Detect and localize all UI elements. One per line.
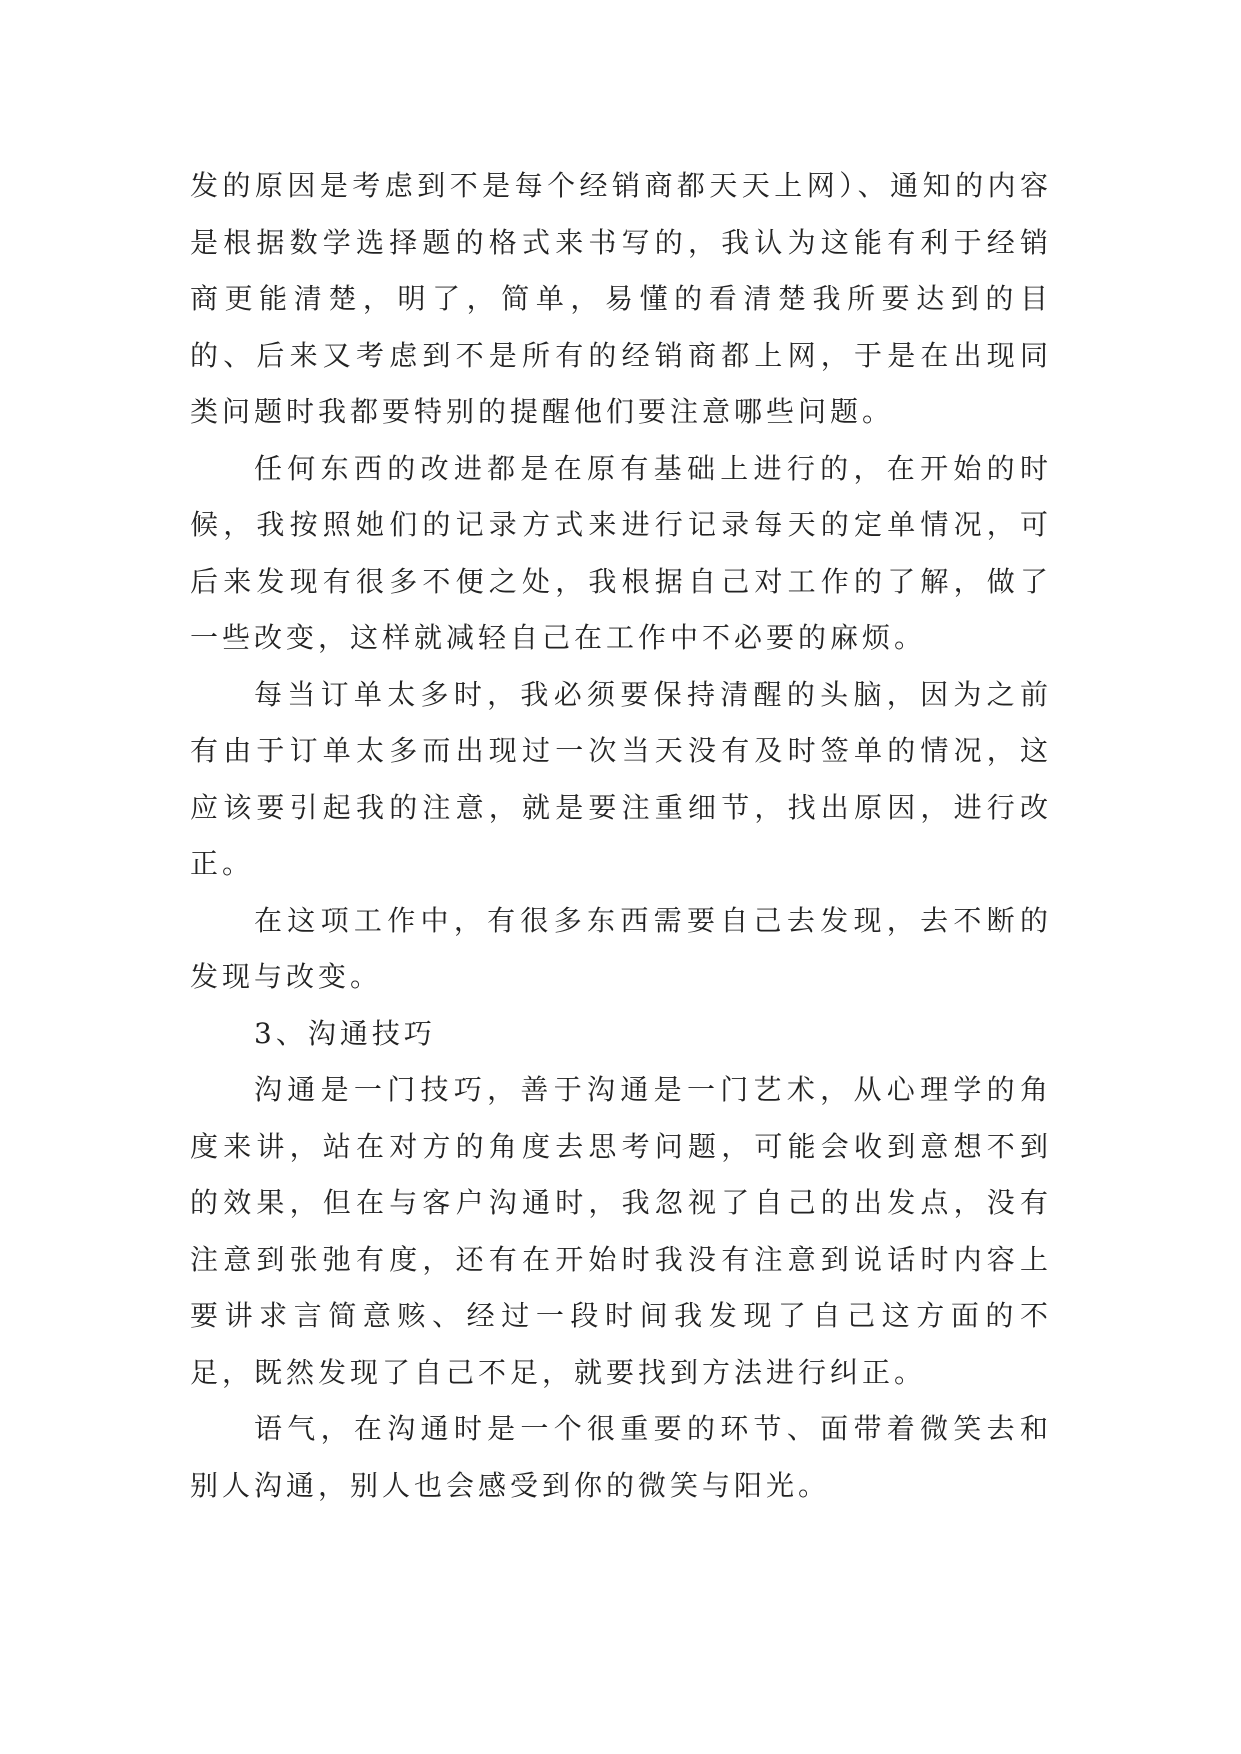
paragraph-communication: 沟通是一门技巧，善于沟通是一门艺术，从心理学的角度来讲，站在对方的角度去思考问题，可能会收到意想不到的效果，但在与客户沟通时，我忽视了自己的出发点，没有注意到张弛有度，还有在开始时我没有注意到说话时内容上要讲求言简意赅、经过一段时间我发现了自己这方面的不足，既然发现了自己不足，就要找到方法进行纠正。 (190, 1073, 1052, 1389)
paragraph-improvement: 任何东西的改进都是在原有基础上进行的，在开始的时候，我按照她们的记录方式来进行记录每天的定单情况，可后来发现有很多不便之处，我根据自己对工作的了解，做了一些改变，这样就减轻自己在工作中不必要的麻烦。 (190, 451, 1052, 654)
paragraph-orders: 每当订单太多时，我必须要保持清醒的头脑，因为之前有由于订单太多而出现过一次当天没有及时签单的情况，这应该要引起我的注意，就是要注重细节，找出原因，进行改正。 (190, 677, 1052, 880)
section-heading-communication: 3、沟通技巧 (254, 1016, 436, 1050)
paragraph-continued: 发的原因是考虑到不是每个经销商都天天上网）、通知的内容是根据数学选择题的格式来书写的，我认为这能有利于经销商更能清楚，明了，简单，易懂的看清楚我所要达到的目的、后来又考虑到不是所有的经销商都上网，于是在出现同类问题时我都要特别的提醒他们要注意哪些问题。 (190, 169, 1052, 428)
paragraph-tone: 语气，在沟通时是一个很重要的环节、面带着微笑去和别人沟通，别人也会感受到你的微笑与阳光。 (190, 1412, 1052, 1502)
document-body (190, 158, 1052, 1514)
paragraph-discovery: 在这项工作中，有很多东西需要自己去发现，去不断的发现与改变。 (190, 903, 1052, 993)
